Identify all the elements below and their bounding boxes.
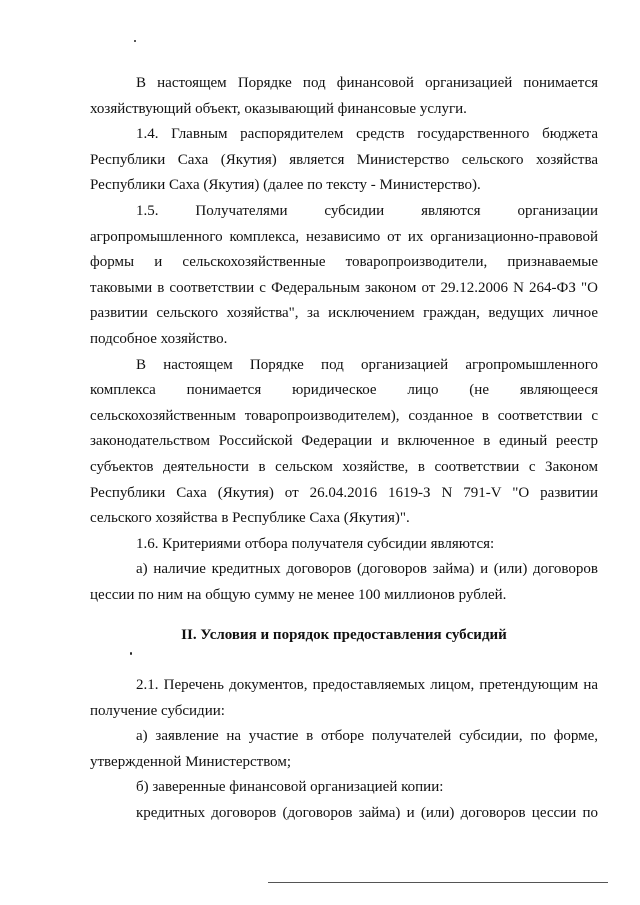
scan-speck: [134, 40, 136, 42]
paragraph-agro-organization: В настоящем Порядке под организацией агропромышленного комплекса понимается юридическое лицо (не являющееся сельскохозяйственным товаропроизводителем), созданное в соответствии с законодательством Российской Федерации и включенное в единый реестр субъектов деятельности в сельском хозяйстве, в соответствии с Законом Республики Саха (Якутия) от 26.04.2016 1619-З N 791-V "О развитии сельского хозяйства в Республике Саха (Якутия)".: [90, 356, 598, 527]
paragraph-loan-agreements: кредитных договоров (договоров займа) и (или) договоров цессии по: [136, 804, 598, 821]
paragraph-2-1: 2.1. Перечень документов, предоставляемых лицом, претендующим на получение субсидии:: [90, 677, 598, 719]
paragraph-1-4: 1.4. Главным распорядителем средств государственного бюджета Республики Саха (Якутия) является Министерство сельского хозяйства Республики Саха (Якутия) (далее по тексту - Министерство).: [90, 126, 598, 194]
paragraph-1-5: 1.5. Получателями субсидии являются организации агропромышленного комплекса, независимо от их организационно-правовой формы и сельскохозяйственные товаропроизводители, признаваемые таковыми в соответствии с Федеральным законом от 29.12.2006 N 264-ФЗ "О развитии сельского хозяйства", за исключением граждан, ведущих личное подсобное хозяйство.: [90, 202, 598, 347]
section-2-heading: II. Условия и порядок предоставления субсидий: [181, 627, 507, 643]
paragraph-2-1-b: б) заверенные финансовой организацией копии:: [136, 779, 444, 796]
paragraph-criterion-a: а) наличие кредитных договоров (договоров займа) и (или) договоров цессии по ним на общую сумму не менее 100 миллионов рублей.: [90, 561, 598, 603]
body-text-section-1: [90, 71, 598, 608]
footer-rule: [268, 882, 608, 883]
paragraph-2-1-a: а) заявление на участие в отборе получателей субсидии, по форме, утвержденной Министерством;: [90, 728, 598, 770]
scan-speck: [130, 652, 132, 655]
paragraph-1-6: 1.6. Критериями отбора получателя субсидии являются:: [136, 535, 495, 552]
body-text-section-2: [90, 673, 598, 827]
paragraph-financial-organization: В настоящем Порядке под финансовой организацией понимается хозяйствующий объект, оказывающий финансовые услуги.: [90, 75, 598, 117]
